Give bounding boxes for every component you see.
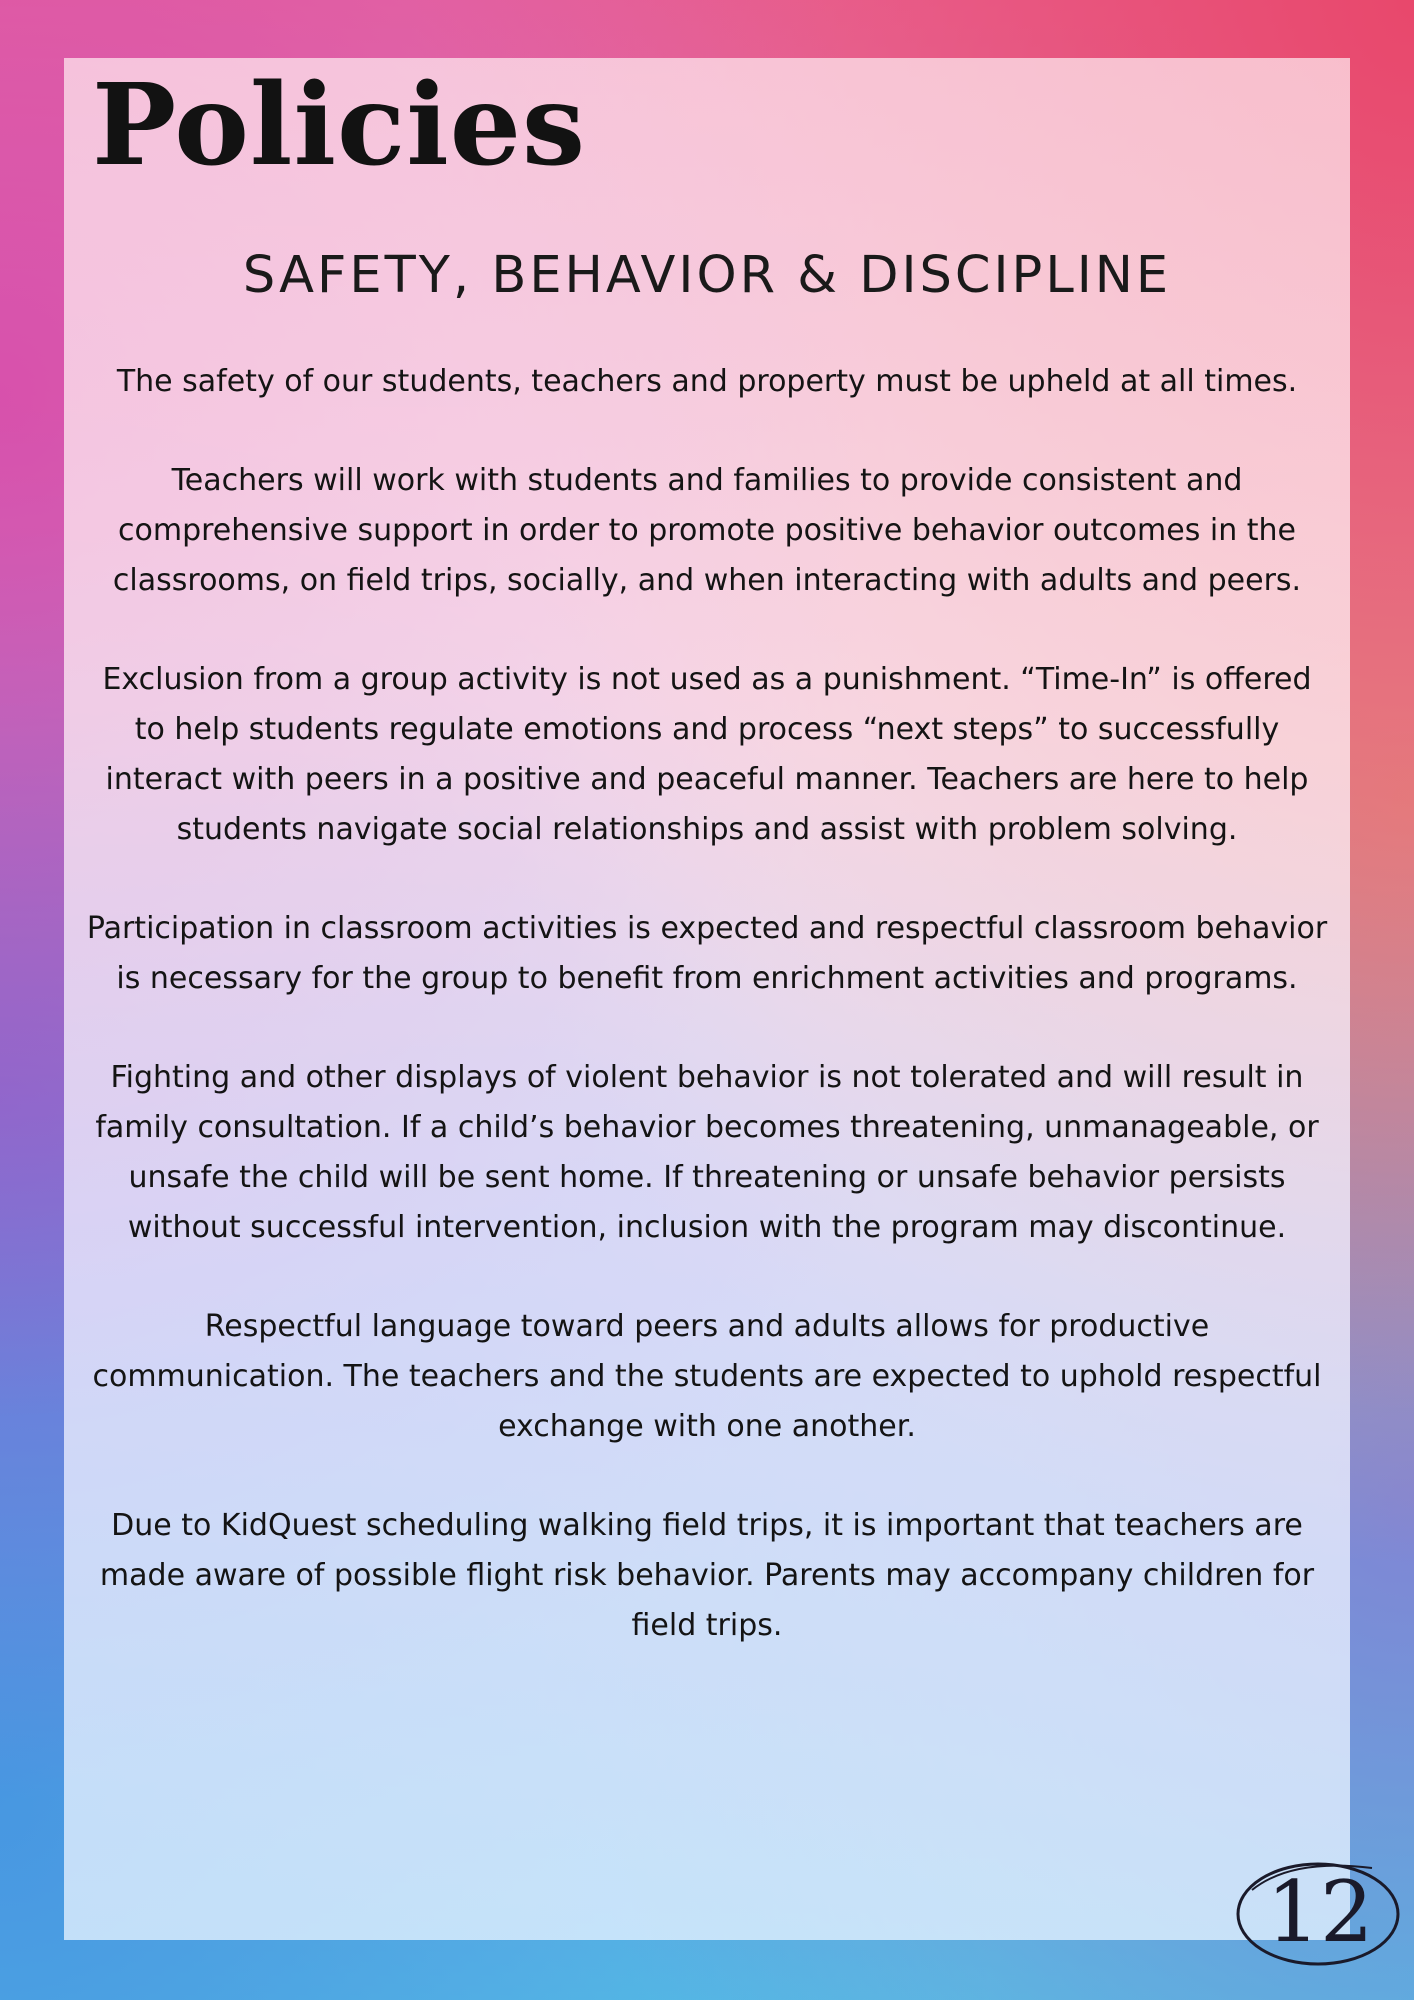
policy-paragraph-support: Teachers will work with students and families to provide consistent and comprehensive support in order to promote positive behavior outcomes in the classrooms, on field trips, socially, and when interacting with adults and peers. (112, 463, 1302, 598)
page-number-badge (1232, 1854, 1408, 1970)
policy-paragraph-time-in: Exclusion from a group activity is not used as a punishment. “Time-In” is offered to help students regulate emotions and process “next steps” to successfully interact with peers in a positive and peaceful manner. Teachers are here to help students navigate social relationships and assist with problem solving. (102, 662, 1312, 847)
page-title: Policies (92, 60, 587, 191)
policy-paragraph-field-trips: Due to KidQuest scheduling walking field trips, it is important that teachers are made aware of possible flight risk behavior. Parents may accompany children for field trips. (99, 1508, 1315, 1643)
policy-paragraph-participation: Participation in classroom activities is expected and respectful classroom behavior is necessary for the group to benefit from enrichment activities and programs. (86, 911, 1328, 996)
policy-text (84, 357, 1330, 1700)
policy-paragraph-fighting: Fighting and other displays of violent behavior is not tolerated and will result in family consultation. If a child’s behavior becomes threatening, unmanageable, or unsafe the child will be sent home. If threatening or unsafe behavior persists without successful intervention, inclusion with the program may discontinue. (95, 1060, 1319, 1245)
policy-paragraph-language: Respectful language toward peers and adults allows for productive communication. The teachers and the students are expected to uphold respectful exchange with one another. (92, 1309, 1322, 1444)
policy-paragraph-safety: The safety of our students, teachers and property must be upheld at all times. (116, 364, 1298, 399)
section-subtitle: SAFETY, BEHAVIOR & DISCIPLINE (242, 246, 1172, 305)
page-number: 12 (1266, 1863, 1374, 1961)
